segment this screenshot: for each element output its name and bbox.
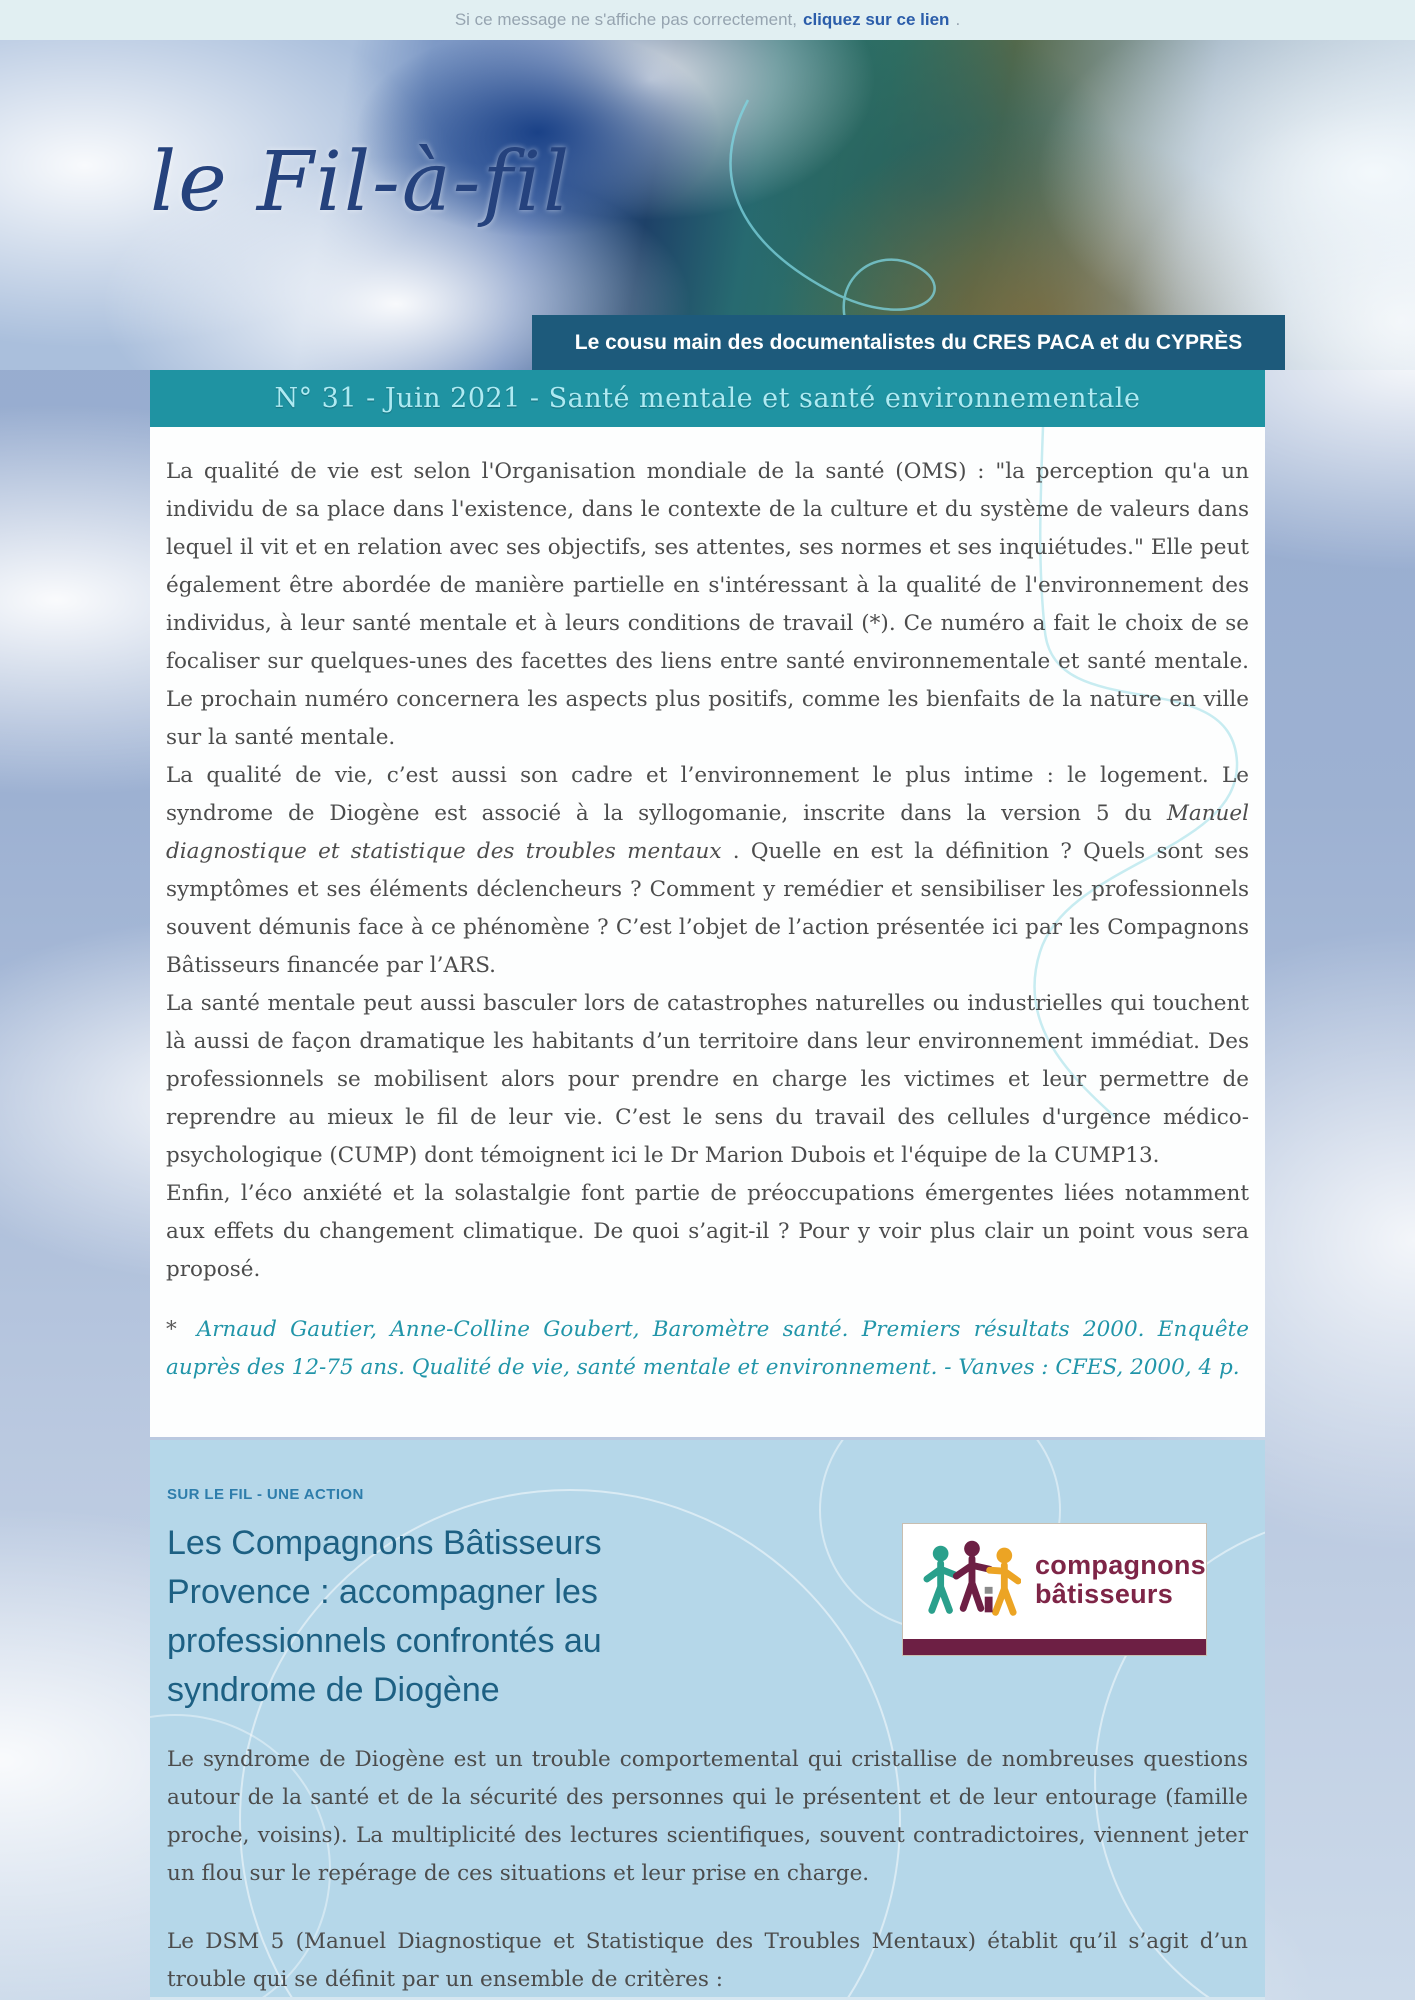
newsletter-logo: le Fil-à-fil xyxy=(150,135,572,230)
compagnons-batisseurs-logo[interactable] xyxy=(902,1523,1207,1656)
view-online-message: Si ce message ne s'affiche pas correctement, xyxy=(454,10,797,29)
action-paragraph-1: Le syndrome de Diogène est un trouble comportemental qui cristallise de nombreuses questions autour de la santé et de la sécurité des personnes qui le présentent et de leur entourage (famille proche, voisins). La multiplicité des lectures scientifiques, souvent contradictoires, viennent jeter un flou sur le repérage de ces situations et leur prise en charge. xyxy=(167,1747,1248,1886)
logo-word-2: bâtisseurs xyxy=(1034,1579,1174,1609)
view-online-bar xyxy=(0,0,1415,40)
intro-text-block xyxy=(166,453,1249,1289)
content-column xyxy=(150,370,1265,2000)
intro-paragraph-3: La santé mentale peut aussi basculer lors de catastrophes naturelles ou industrielles qui touchent là aussi de façon dramatique les habitants d’un territoire dans leur environnement immédiat. Des professionnels se mobilisent alors pour prendre en charge les victimes et leur permettre de reprendre au mieux le fil de leur vie. C’est le sens du travail des cellules d'urgence médico-psychologique (CUMP) dont témoignent ici le Dr Marion Dubois et l'équipe de la CUMP13. xyxy=(166,991,1249,1168)
manual-title-italic: Manuel diagnostique et statistique des troubles mentaux xyxy=(166,801,1249,864)
logo-word-1: compagnons xyxy=(1034,1550,1206,1580)
logo-wordmark xyxy=(1035,1551,1206,1609)
issue-title-bar: N° 31 - Juin 2021 - Santé mentale et santé environnementale xyxy=(150,370,1265,427)
intro-section xyxy=(150,427,1265,1437)
action-title: Les Compagnons Bâtisseurs Provence : accompagner les professionnels confrontés au syndrome de Diogène xyxy=(167,1524,602,1709)
header-image xyxy=(0,40,1415,370)
intro-paragraph-4: Enfin, l’éco anxiété et la solastalgie font partie de préoccupations émergentes liées notamment aux effets du changement climatique. De quoi s’agit-il ? Pour y voir plus clair un point vous sera proposé. xyxy=(166,1181,1249,1282)
action-section xyxy=(150,1440,1265,2000)
logo-content xyxy=(903,1524,1206,1636)
view-online-link[interactable]: cliquez sur ce lien xyxy=(802,10,950,29)
footnote-citation xyxy=(166,1311,1249,1387)
intro-paragraph-2 xyxy=(166,757,1249,985)
action-header-row xyxy=(167,1519,1248,1715)
footnote-marker: * xyxy=(166,1317,177,1342)
action-paragraph-2: Le DSM 5 (Manuel Diagnostique et Statistique des Troubles Mentaux) établit qu’il s’agit d’un trouble qui se définit par un ensemble de critères : xyxy=(167,1929,1248,1992)
three-figures-icon xyxy=(923,1539,1021,1621)
logo-maroon-bar xyxy=(903,1639,1206,1655)
paragraph-2-tail: . Quelle en est la définition ? Quels sont ses symptômes et ses éléments déclencheurs ? Comment y remédier et sensibiliser les professionnels souvent démunis face à ce phénomène ? C’est l’objet de l’action présentée ici par les Compagnons Bâtisseurs financée par l’ARS. xyxy=(166,839,1249,978)
footnote-text: Arnaud Gautier, Anne-Colline Goubert, Baromètre santé. Premiers résultats 2000. Enquête auprès des 12-75 ans. Qualité de vie, santé mentale et environnement. - Vanves : CFES, 2000, 4 p. xyxy=(166,1317,1249,1380)
view-online-suffix: . xyxy=(955,10,961,29)
paragraph-2-lead: La qualité de vie, c’est aussi son cadre et l’environnement le plus intime : le logement. Le syndrome de Diogène est associé à la syllogomanie, inscrite dans la version 5 du xyxy=(166,763,1249,826)
intro-paragraph-1: La qualité de vie est selon l'Organisation mondiale de la santé (OMS) : "la perception qu'a un individu de sa place dans l'existence, dans le contexte de la culture et du système de valeurs dans lequel il vit et en relation avec ses objectifs, ses attentes, ses normes et ses inquiétudes." Elle peut également être abordée de manière partielle en s'intéressant à la qualité de l'environnement des individus, à leur santé mentale et à leurs conditions de travail (*). Ce numéro a fait le choix de se focaliser sur quelques-unes des facettes des liens entre santé environnementale et santé mentale. Le prochain numéro concernera les aspects plus positifs, comme les bienfaits de la nature en ville sur la santé mentale. xyxy=(166,459,1249,750)
tagline-banner: Le cousu main des documentalistes du CRES PACA et du CYPRÈS xyxy=(532,315,1285,370)
section-kicker: SUR LE FIL - UNE ACTION xyxy=(167,1486,364,1503)
